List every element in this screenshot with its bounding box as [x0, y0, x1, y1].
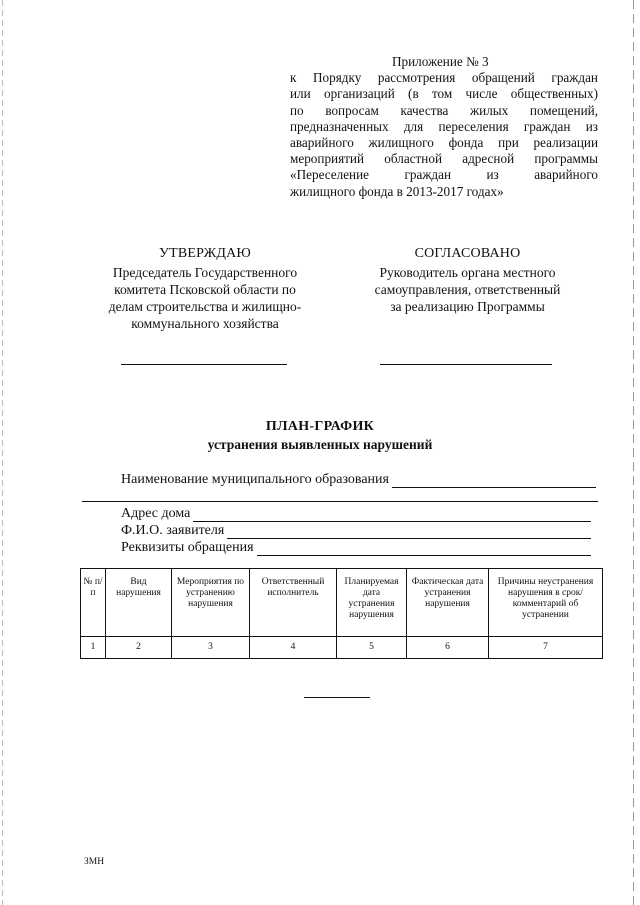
applicant-label: Ф.И.О. заявителя — [121, 523, 225, 538]
agree-line: самоуправления, ответственный — [374, 282, 561, 297]
appendix-line: мероприятий областной адресной программы — [290, 151, 598, 167]
agree-block — [340, 245, 595, 315]
table-header-cell: Причины неустранения нарушения в срок/комментарий об устранении — [489, 569, 603, 637]
municipality-blank[interactable] — [392, 475, 596, 488]
appendix-line: к Порядку рассмотрения обращений граждан — [290, 70, 598, 86]
plan-subtitle: устранения выявленных нарушений — [207, 437, 433, 452]
approve-heading: УТВЕРЖДАЮ — [158, 246, 252, 261]
table-header-row — [81, 569, 603, 637]
table-number-cell: 2 — [106, 637, 172, 659]
municipality-label: Наименование муниципального образования — [121, 472, 389, 487]
approve-line: комитета Псковской области по — [114, 282, 296, 297]
request-label: Реквизиты обращения — [121, 540, 254, 555]
approve-line: Председатель Государственного — [112, 265, 298, 280]
municipality-field[interactable] — [121, 472, 596, 488]
address-field[interactable] — [121, 506, 591, 522]
table-header-cell: № п/п — [81, 569, 106, 637]
applicant-field[interactable] — [121, 523, 591, 539]
table-number-cell: 6 — [407, 637, 489, 659]
table-header-cell: Мероприятия по устранению нарушения — [172, 569, 250, 637]
table-header-cell: Вид нарушения — [106, 569, 172, 637]
appendix-line: аварийного жилищного фонда при реализации — [290, 135, 598, 151]
agree-line: Руководитель органа местного — [379, 265, 556, 280]
address-label: Адрес дома — [121, 506, 191, 521]
table-header-cell: Планируемая дата устранения нарушения — [337, 569, 407, 637]
table-header-cell: Ответственный исполнитель — [250, 569, 337, 637]
appendix-line: или организаций (в том числе общественных) — [290, 86, 598, 102]
agree-signature-line[interactable] — [380, 364, 552, 365]
appendix-title: Приложение № 3 — [392, 54, 489, 69]
appendix-line: по вопросам качества жилых помещений, — [290, 102, 598, 118]
request-blank[interactable] — [257, 543, 591, 556]
table-number-cell: 7 — [489, 637, 603, 659]
table-number-cell: 3 — [172, 637, 250, 659]
approve-block — [80, 245, 330, 332]
approve-signature-line[interactable] — [121, 364, 287, 365]
plan-table — [80, 568, 603, 659]
table-header-cell: Фактическая дата устранения нарушения — [407, 569, 489, 637]
agree-heading: СОГЛАСОВАНО — [414, 246, 521, 261]
agree-line: за реализацию Программы — [390, 299, 545, 314]
footer-code: ЗМН — [84, 857, 105, 867]
approve-line: делам строительства и жилищно- — [108, 299, 302, 314]
applicant-blank[interactable] — [227, 526, 591, 539]
appendix-line: жилищного фонда в 2013-2017 годах» — [290, 183, 504, 199]
table-number-cell: 1 — [81, 637, 106, 659]
appendix-line: предназначенных для переселения граждан из — [290, 118, 598, 134]
table-number-row — [81, 637, 603, 659]
end-separator-line — [304, 697, 370, 698]
request-field[interactable] — [121, 540, 591, 556]
table-number-cell: 5 — [337, 637, 407, 659]
appendix-block — [290, 54, 598, 200]
table-number-cell: 4 — [250, 637, 337, 659]
municipality-continuation-line[interactable] — [82, 501, 598, 502]
address-blank[interactable] — [193, 509, 591, 522]
plan-title: ПЛАН-ГРАФИК — [265, 419, 375, 434]
appendix-line: «Переселение граждан из аварийного — [290, 167, 598, 183]
approve-line: коммунального хозяйства — [131, 316, 279, 331]
